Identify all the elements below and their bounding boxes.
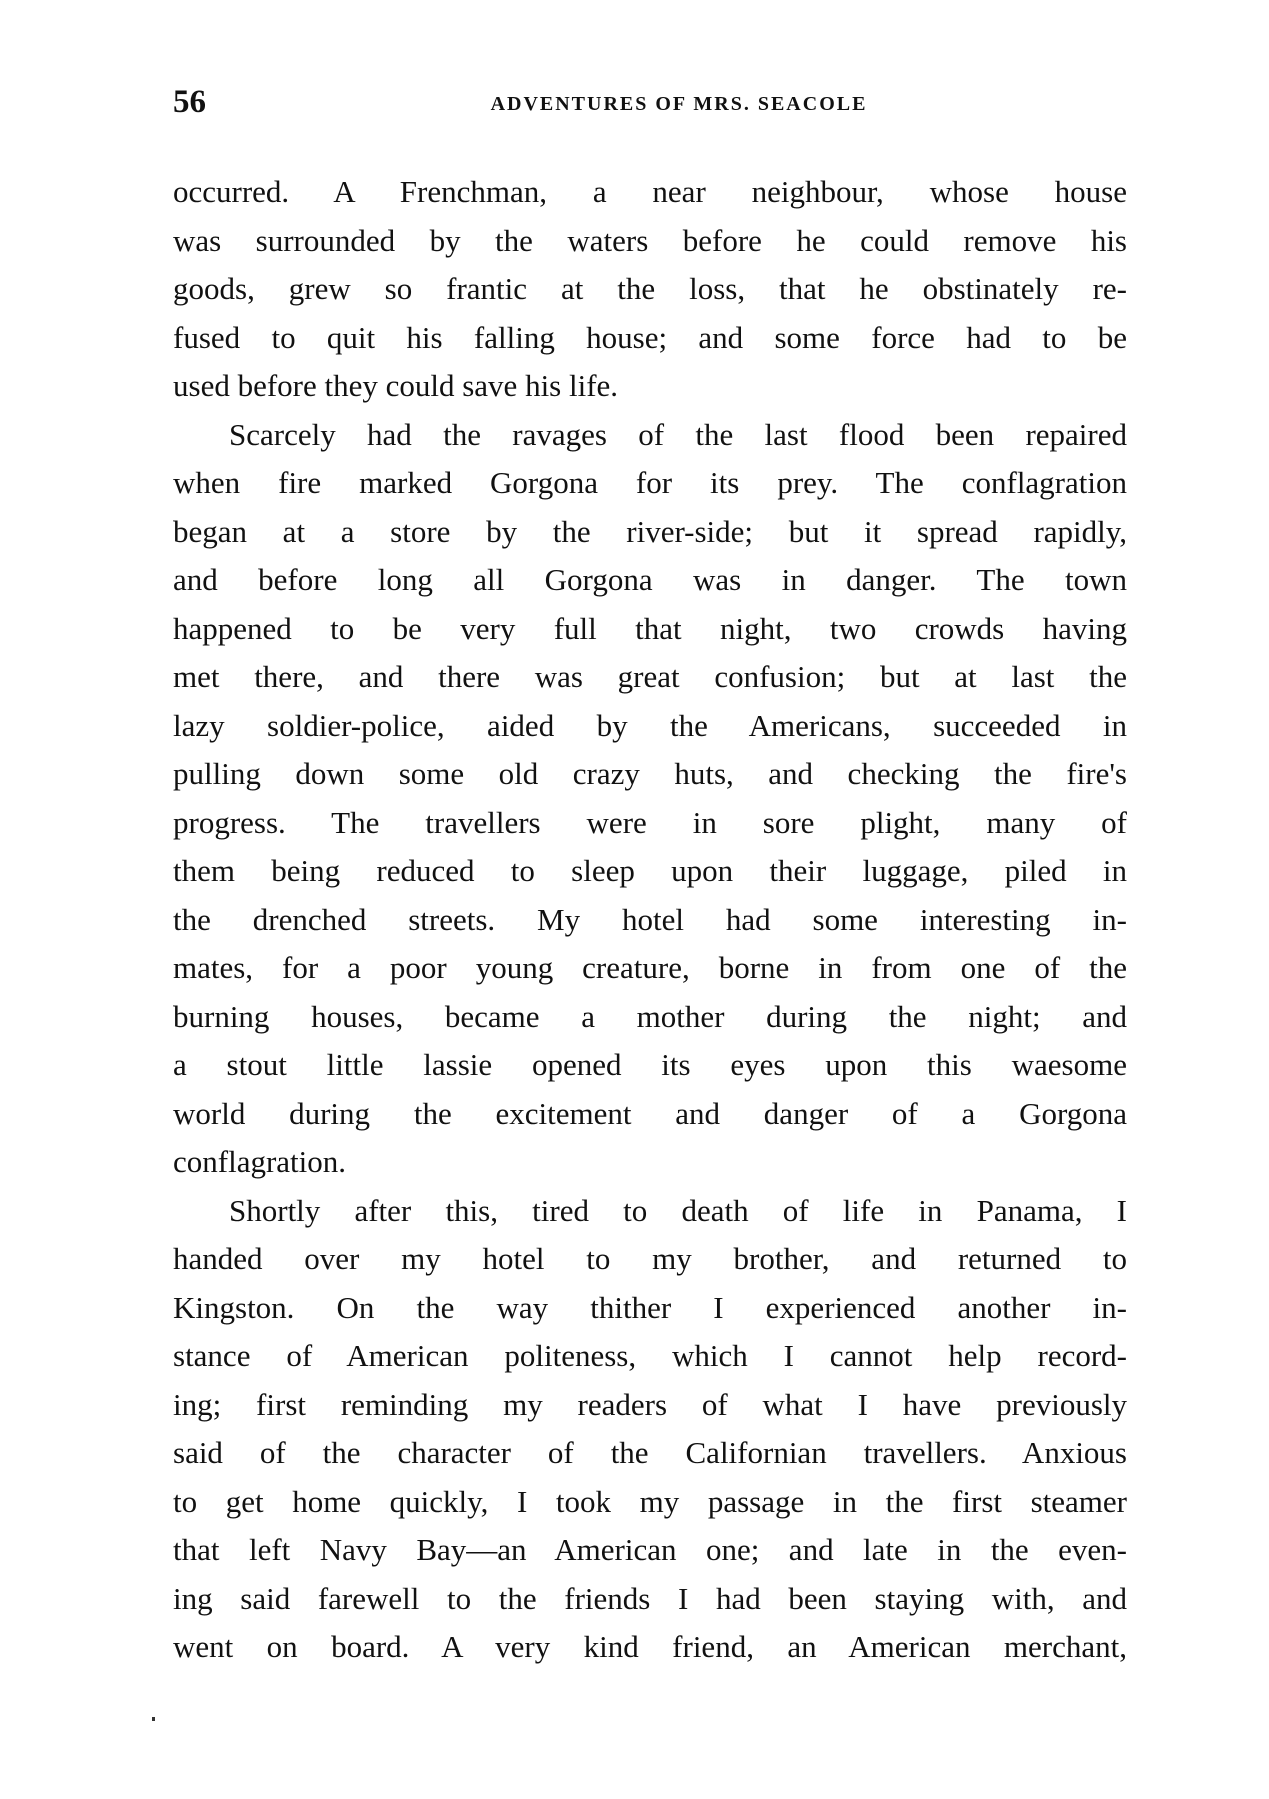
ink-speck bbox=[152, 1717, 155, 1721]
page-number: 56 bbox=[173, 84, 206, 120]
text-line: goods, grew so frantic at the loss, that he obstinately re- bbox=[173, 271, 1127, 306]
text-line: Scarcely had the ravages of the last flood been repaired bbox=[229, 416, 1127, 452]
text-line: handed over my hotel to my brother, and returned to bbox=[173, 1241, 1127, 1276]
text-line: began at a store by the river-side; but it spread rapidly, bbox=[173, 513, 1127, 549]
text-line: went on board. A very kind friend, an American merchant, bbox=[173, 1629, 1127, 1664]
text-line: to get home quickly, I took my passage in the first steamer bbox=[173, 1483, 1127, 1519]
text-line: said of the character of the Californian travellers. Anxious bbox=[173, 1435, 1127, 1470]
text-line: met there, and there was great confusion; but at last the bbox=[173, 659, 1127, 694]
text-line: occurred. A Frenchman, a near neighbour, whose house bbox=[173, 174, 1127, 209]
text-line: mates, for a poor young creature, borne in from one of the bbox=[173, 950, 1127, 985]
running-title: ADVENTURES OF MRS. SEACOLE bbox=[490, 93, 868, 115]
text-line: used before they could save his life. bbox=[173, 368, 619, 403]
text-line: lazy soldier-police, aided by the Americans, succeeded in bbox=[173, 707, 1127, 743]
text-line: ing; first reminding my readers of what I have previously bbox=[173, 1386, 1127, 1422]
text-line: Shortly after this, tired to death of life in Panama, I bbox=[229, 1192, 1127, 1228]
text-line: a stout little lassie opened its eyes upon this waesome bbox=[173, 1047, 1127, 1082]
text-line: ing said farewell to the friends I had been staying with, and bbox=[173, 1580, 1127, 1616]
body-text bbox=[173, 168, 1127, 1672]
text-line: fused to quit his falling house; and some force had to be bbox=[173, 319, 1127, 355]
text-line: happened to be very full that night, two crowds having bbox=[173, 610, 1127, 646]
page-header bbox=[173, 82, 1125, 122]
text-line: world during the excitement and danger of a Gorgona bbox=[173, 1095, 1127, 1131]
text-line: conflagration. bbox=[173, 1144, 347, 1179]
text-line: was surrounded by the waters before he could remove his bbox=[173, 222, 1127, 258]
text-line: Kingston. On the way thither I experienced another in- bbox=[173, 1289, 1127, 1325]
text-line: them being reduced to sleep upon their luggage, piled in bbox=[173, 853, 1127, 888]
text-line: when fire marked Gorgona for its prey. The conflagration bbox=[173, 465, 1127, 500]
text-line: and before long all Gorgona was in danger. The town bbox=[173, 562, 1127, 597]
text-line: the drenched streets. My hotel had some interesting in- bbox=[173, 901, 1127, 937]
text-line: burning houses, became a mother during the night; and bbox=[173, 998, 1127, 1034]
text-line: progress. The travellers were in sore plight, many of bbox=[173, 804, 1127, 840]
text-line: stance of American politeness, which I cannot help record- bbox=[173, 1338, 1127, 1373]
text-line: that left Navy Bay—an American one; and late in the even- bbox=[173, 1532, 1127, 1567]
text-line: pulling down some old crazy huts, and checking the fire's bbox=[173, 756, 1127, 791]
